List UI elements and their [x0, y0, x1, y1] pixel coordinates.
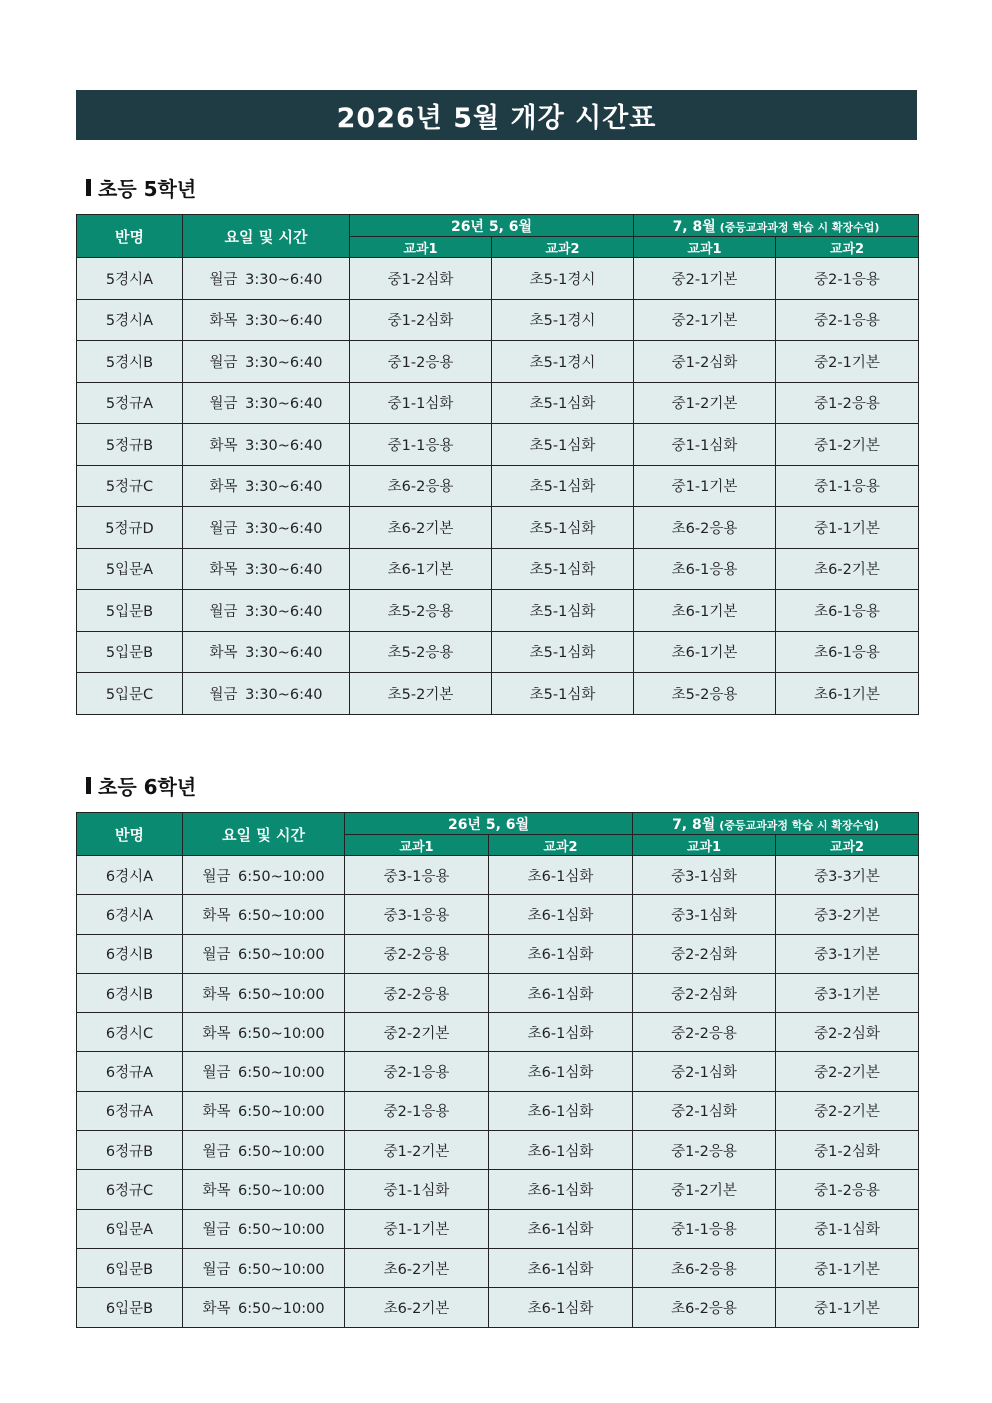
july-august-subject1-cell: 중1-2기본 — [633, 1170, 776, 1209]
time-cell: 화목 6:50~10:00 — [183, 973, 345, 1012]
may-june-subject2-cell: 초6-1심화 — [489, 1248, 633, 1287]
time-cell: 화목 6:50~10:00 — [183, 1091, 345, 1130]
may-june-subject2-cell: 초5-1심화 — [492, 507, 634, 549]
header-group2-note: (중등교과과정 학습 시 확장수업) — [719, 818, 879, 832]
table-row — [77, 1091, 919, 1130]
may-june-subject2-cell: 초5-1심화 — [492, 590, 634, 632]
july-august-subject2-cell: 중1-2응용 — [776, 1170, 919, 1209]
time-cell: 화목 6:50~10:00 — [183, 1288, 345, 1327]
class-cell: 5정규D — [77, 507, 183, 549]
may-june-subject2-cell: 초6-1심화 — [489, 895, 633, 934]
may-june-subject1-cell: 중1-2심화 — [350, 258, 492, 300]
may-june-subject1-cell: 중1-2심화 — [350, 299, 492, 341]
table-row — [77, 1248, 919, 1287]
may-june-subject1-cell: 초5-2기본 — [350, 673, 492, 715]
time-cell: 월금 3:30~6:40 — [183, 382, 350, 424]
may-june-subject2-cell: 초5-1심화 — [492, 548, 634, 590]
class-cell: 5정규A — [77, 382, 183, 424]
time-cell: 월금 3:30~6:40 — [183, 590, 350, 632]
class-cell: 6경시B — [77, 973, 183, 1012]
july-august-subject2-cell: 중3-2기본 — [776, 895, 919, 934]
header-group2-note: (중등교과과정 학습 시 확장수업) — [719, 220, 880, 234]
header-subject1: 교과1 — [633, 835, 776, 856]
table-row — [77, 973, 919, 1012]
may-june-subject1-cell: 중2-1응용 — [345, 1091, 489, 1130]
may-june-subject2-cell: 초6-1심화 — [489, 1170, 633, 1209]
july-august-subject2-cell: 중2-1응용 — [776, 299, 919, 341]
section-heading-grade6 — [86, 771, 196, 800]
may-june-subject2-cell: 초6-1심화 — [489, 1091, 633, 1130]
july-august-subject2-cell: 초6-2기본 — [776, 548, 919, 590]
may-june-subject1-cell: 초6-2기본 — [345, 1248, 489, 1287]
time-cell: 월금 6:50~10:00 — [183, 1248, 345, 1287]
time-cell: 화목 6:50~10:00 — [183, 1170, 345, 1209]
may-june-subject1-cell: 중2-1응용 — [345, 1052, 489, 1091]
page-title: 2026년 5월 개강 시간표 — [76, 90, 917, 140]
may-june-subject2-cell: 초5-1심화 — [492, 465, 634, 507]
may-june-subject2-cell: 초6-1심화 — [489, 1052, 633, 1091]
header-group-july-august — [633, 813, 919, 835]
july-august-subject2-cell: 중2-2심화 — [776, 1013, 919, 1052]
table-row — [77, 1209, 919, 1248]
table-row — [77, 631, 919, 673]
class-cell: 5입문C — [77, 673, 183, 715]
may-june-subject1-cell: 중2-2응용 — [345, 973, 489, 1012]
class-cell: 5경시A — [77, 258, 183, 300]
july-august-subject2-cell: 중1-2응용 — [776, 382, 919, 424]
july-august-subject1-cell: 중2-1기본 — [634, 299, 776, 341]
may-june-subject1-cell: 초5-2응용 — [350, 631, 492, 673]
july-august-subject1-cell: 초6-2응용 — [634, 507, 776, 549]
may-june-subject1-cell: 중1-2기본 — [345, 1131, 489, 1170]
july-august-subject1-cell: 중1-2심화 — [634, 341, 776, 383]
table-row — [77, 1131, 919, 1170]
july-august-subject2-cell: 중2-1기본 — [776, 341, 919, 383]
may-june-subject2-cell: 초6-1심화 — [489, 1013, 633, 1052]
class-cell: 5정규C — [77, 465, 183, 507]
may-june-subject1-cell: 초6-2응용 — [350, 465, 492, 507]
time-cell: 월금 3:30~6:40 — [183, 258, 350, 300]
july-august-subject2-cell: 초6-1기본 — [776, 673, 919, 715]
time-cell: 화목 3:30~6:40 — [183, 465, 350, 507]
july-august-subject2-cell: 초6-1응용 — [776, 631, 919, 673]
class-cell: 5입문B — [77, 590, 183, 632]
july-august-subject2-cell: 중1-1응용 — [776, 465, 919, 507]
table-row — [77, 382, 919, 424]
class-cell: 6경시A — [77, 895, 183, 934]
july-august-subject1-cell: 초6-1응용 — [634, 548, 776, 590]
may-june-subject1-cell: 중1-1응용 — [350, 424, 492, 466]
table-row — [77, 1288, 919, 1327]
time-cell: 월금 3:30~6:40 — [183, 507, 350, 549]
july-august-subject2-cell: 중1-2심화 — [776, 1131, 919, 1170]
header-group2-label: 7, 8월 — [672, 218, 716, 235]
header-subject2: 교과2 — [776, 835, 919, 856]
schedule-table-grade6 — [76, 812, 919, 1328]
table-row — [77, 856, 919, 895]
schedule-table-grade5 — [76, 214, 919, 715]
may-june-subject1-cell: 중1-1기본 — [345, 1209, 489, 1248]
time-cell: 화목 3:30~6:40 — [183, 424, 350, 466]
header-subject1: 교과1 — [634, 237, 776, 258]
july-august-subject1-cell: 중2-2심화 — [633, 934, 776, 973]
july-august-subject1-cell: 중3-1심화 — [633, 895, 776, 934]
header-time: 요일 및 시간 — [183, 215, 350, 258]
section-heading-grade5 — [86, 173, 196, 202]
table-row — [77, 590, 919, 632]
july-august-subject1-cell: 중1-2응용 — [633, 1131, 776, 1170]
july-august-subject2-cell: 중2-1응용 — [776, 258, 919, 300]
may-june-subject2-cell: 초5-1심화 — [492, 424, 634, 466]
class-cell: 5입문A — [77, 548, 183, 590]
table-row — [77, 507, 919, 549]
table-row — [77, 1013, 919, 1052]
july-august-subject1-cell: 중3-1심화 — [633, 856, 776, 895]
july-august-subject2-cell: 중2-2기본 — [776, 1091, 919, 1130]
class-cell: 5경시A — [77, 299, 183, 341]
july-august-subject1-cell: 중2-1심화 — [633, 1091, 776, 1130]
may-june-subject2-cell: 초6-1심화 — [489, 1209, 633, 1248]
july-august-subject1-cell: 중2-1심화 — [633, 1052, 776, 1091]
july-august-subject2-cell: 초6-1응용 — [776, 590, 919, 632]
class-cell: 6정규C — [77, 1170, 183, 1209]
may-june-subject2-cell: 초5-1경시 — [492, 341, 634, 383]
may-june-subject1-cell: 초6-2기본 — [345, 1288, 489, 1327]
july-august-subject2-cell: 중1-1기본 — [776, 1288, 919, 1327]
july-august-subject2-cell: 중1-1기본 — [776, 507, 919, 549]
july-august-subject2-cell: 중3-3기본 — [776, 856, 919, 895]
section-heading-label: 초등 6학년 — [98, 775, 197, 799]
july-august-subject2-cell: 중2-2기본 — [776, 1052, 919, 1091]
july-august-subject1-cell: 중1-1심화 — [634, 424, 776, 466]
july-august-subject1-cell: 초5-2응용 — [634, 673, 776, 715]
class-cell: 6입문A — [77, 1209, 183, 1248]
time-cell: 월금 3:30~6:40 — [183, 341, 350, 383]
heading-marker-icon — [86, 179, 91, 196]
may-june-subject2-cell: 초6-1심화 — [489, 856, 633, 895]
july-august-subject2-cell: 중3-1기본 — [776, 973, 919, 1012]
class-cell: 6입문B — [77, 1288, 183, 1327]
july-august-subject2-cell: 중1-1심화 — [776, 1209, 919, 1248]
may-june-subject1-cell: 초6-2기본 — [350, 507, 492, 549]
may-june-subject2-cell: 초5-1경시 — [492, 299, 634, 341]
may-june-subject1-cell: 중1-1심화 — [350, 382, 492, 424]
time-cell: 화목 3:30~6:40 — [183, 631, 350, 673]
header-group-july-august — [634, 215, 919, 237]
header-subject2: 교과2 — [492, 237, 634, 258]
heading-marker-icon — [86, 777, 91, 794]
may-june-subject2-cell: 초6-1심화 — [489, 934, 633, 973]
time-cell: 월금 6:50~10:00 — [183, 1209, 345, 1248]
july-august-subject2-cell: 중1-2기본 — [776, 424, 919, 466]
header-group-may-june: 26년 5, 6월 — [350, 215, 634, 237]
may-june-subject1-cell: 중3-1응용 — [345, 856, 489, 895]
class-cell: 6정규B — [77, 1131, 183, 1170]
may-june-subject1-cell: 중1-2응용 — [350, 341, 492, 383]
may-june-subject2-cell: 초6-1심화 — [489, 1131, 633, 1170]
table-row — [77, 465, 919, 507]
time-cell: 화목 3:30~6:40 — [183, 548, 350, 590]
table-row — [77, 424, 919, 466]
table-row — [77, 934, 919, 973]
table-row — [77, 299, 919, 341]
july-august-subject1-cell: 중2-2심화 — [633, 973, 776, 1012]
july-august-subject1-cell: 초6-2응용 — [633, 1288, 776, 1327]
time-cell: 월금 6:50~10:00 — [183, 1131, 345, 1170]
july-august-subject1-cell: 중1-1기본 — [634, 465, 776, 507]
may-june-subject1-cell: 중1-1심화 — [345, 1170, 489, 1209]
may-june-subject1-cell: 중2-2기본 — [345, 1013, 489, 1052]
may-june-subject2-cell: 초5-1경시 — [492, 258, 634, 300]
header-subject1: 교과1 — [350, 237, 492, 258]
may-june-subject2-cell: 초5-1심화 — [492, 673, 634, 715]
table-row — [77, 1170, 919, 1209]
table-row — [77, 258, 919, 300]
table-row — [77, 548, 919, 590]
table-row — [77, 1052, 919, 1091]
header-class: 반명 — [77, 215, 183, 258]
class-cell: 5경시B — [77, 341, 183, 383]
class-cell: 6입문B — [77, 1248, 183, 1287]
july-august-subject2-cell: 중1-1기본 — [776, 1248, 919, 1287]
time-cell: 월금 6:50~10:00 — [183, 934, 345, 973]
time-cell: 화목 6:50~10:00 — [183, 895, 345, 934]
may-june-subject1-cell: 초5-2응용 — [350, 590, 492, 632]
july-august-subject1-cell: 중1-1응용 — [633, 1209, 776, 1248]
may-june-subject2-cell: 초6-1심화 — [489, 973, 633, 1012]
class-cell: 6경시A — [77, 856, 183, 895]
section-heading-label: 초등 5학년 — [98, 177, 197, 201]
class-cell: 5정규B — [77, 424, 183, 466]
july-august-subject1-cell: 초6-1기본 — [634, 631, 776, 673]
header-subject1: 교과1 — [345, 835, 489, 856]
time-cell: 화목 6:50~10:00 — [183, 1013, 345, 1052]
time-cell: 월금 6:50~10:00 — [183, 856, 345, 895]
header-class: 반명 — [77, 813, 183, 856]
header-subject2: 교과2 — [776, 237, 919, 258]
header-subject2: 교과2 — [489, 835, 633, 856]
july-august-subject1-cell: 중2-1기본 — [634, 258, 776, 300]
header-group-may-june: 26년 5, 6월 — [345, 813, 633, 835]
july-august-subject1-cell: 초6-1기본 — [634, 590, 776, 632]
class-cell: 6경시C — [77, 1013, 183, 1052]
class-cell: 6정규A — [77, 1091, 183, 1130]
table-row — [77, 895, 919, 934]
july-august-subject1-cell: 초6-2응용 — [633, 1248, 776, 1287]
class-cell: 6정규A — [77, 1052, 183, 1091]
july-august-subject1-cell: 중2-2응용 — [633, 1013, 776, 1052]
may-june-subject2-cell: 초6-1심화 — [489, 1288, 633, 1327]
table-row — [77, 341, 919, 383]
header-time: 요일 및 시간 — [183, 813, 345, 856]
class-cell: 5입문B — [77, 631, 183, 673]
table-row — [77, 673, 919, 715]
july-august-subject1-cell: 중1-2기본 — [634, 382, 776, 424]
may-june-subject1-cell: 중3-1응용 — [345, 895, 489, 934]
may-june-subject1-cell: 중2-2응용 — [345, 934, 489, 973]
time-cell: 화목 3:30~6:40 — [183, 299, 350, 341]
may-june-subject2-cell: 초5-1심화 — [492, 382, 634, 424]
may-june-subject1-cell: 초6-1기본 — [350, 548, 492, 590]
time-cell: 월금 6:50~10:00 — [183, 1052, 345, 1091]
class-cell: 6경시B — [77, 934, 183, 973]
may-june-subject2-cell: 초5-1심화 — [492, 631, 634, 673]
time-cell: 월금 3:30~6:40 — [183, 673, 350, 715]
july-august-subject2-cell: 중3-1기본 — [776, 934, 919, 973]
header-group2-label: 7, 8월 — [672, 816, 716, 833]
